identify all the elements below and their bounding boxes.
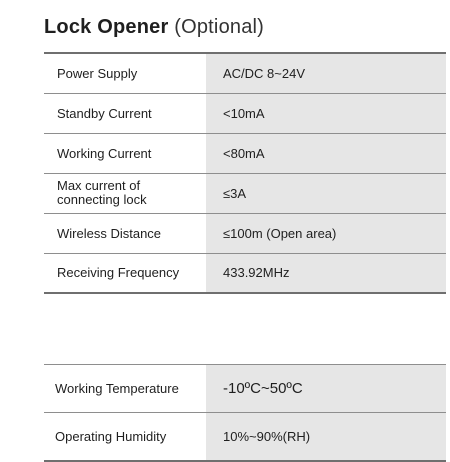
spec-value: 10%~90%(RH) (206, 413, 446, 461)
title-main: Lock Opener (44, 16, 169, 38)
environment-spec-table (44, 364, 446, 462)
spec-label: Working Temperature (44, 365, 206, 413)
table-row (44, 53, 446, 93)
spec-value: AC/DC 8~24V (206, 53, 446, 93)
spec-value: <80mA (206, 133, 446, 173)
spec-label: Working Current (44, 133, 206, 173)
spec-value: <10mA (206, 93, 446, 133)
table-row (44, 93, 446, 133)
lock-opener-spec-table (44, 52, 446, 294)
spec-value: ≤3A (206, 173, 446, 213)
table-row (44, 365, 446, 413)
table-row (44, 133, 446, 173)
spec-label: Standby Current (44, 93, 206, 133)
table-row (44, 213, 446, 253)
title-optional: (Optional) (174, 16, 265, 38)
spec-label: Receiving Frequency (44, 253, 206, 293)
spec-label-line: connecting lock (57, 192, 147, 207)
spec-value: -10ºC~50ºC (206, 365, 446, 413)
spec-label: Power Supply (44, 53, 206, 93)
spec-value: 433.92MHz (206, 253, 446, 293)
table-row (44, 413, 446, 461)
table-row (44, 173, 446, 213)
section-title (44, 16, 264, 39)
spec-value: ≤100m (Open area) (206, 213, 446, 253)
spec-label-line: Max current of (57, 178, 141, 193)
spec-label: Wireless Distance (44, 213, 206, 253)
table-row (44, 253, 446, 293)
spec-label: Operating Humidity (44, 413, 206, 461)
spec-label (44, 173, 206, 213)
